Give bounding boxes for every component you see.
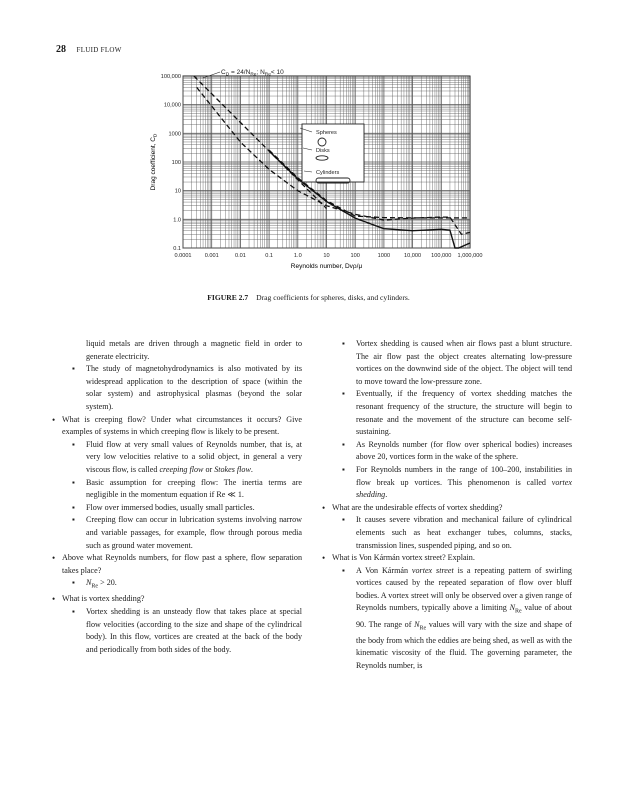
list-item: ▪ The study of magnetohydrodynamics is also motivated by its widespread application to the description of space (within the solar system) and astrophysical plasmas (beyond the solar system).	[62, 363, 302, 413]
x-tick-label: 0.001	[204, 253, 219, 259]
list-item: ▪ Creeping flow can occur in lubrication systems involving narrow and variable passages, for example, flow through porous media such as ground water movement.	[62, 514, 302, 552]
legend-label: Cylinders	[316, 170, 340, 176]
figure-caption	[0, 293, 617, 302]
paragraph: liquid metals are driven through a magnetic field in order to generate electricity.	[86, 339, 302, 361]
x-tick-label: 0.1	[265, 253, 273, 259]
list-item: ▪ Flow over immersed bodies, usually small particles.	[62, 502, 302, 515]
x-tick-label: 0.0001	[174, 253, 192, 259]
x-tick-label: 10,000	[404, 253, 422, 259]
y-tick-label: 100,000	[160, 74, 181, 80]
x-tick-label: 10	[323, 253, 330, 259]
list-item: ▪ Basic assumption for creeping flow: The inertia terms are negligible in the momentum equation if Re ≪ 1.	[62, 477, 302, 502]
term-stokes-flow: Stokes flow	[214, 464, 251, 474]
x-tick-label: 100	[350, 253, 360, 259]
x-tick-label: 100,000	[431, 253, 452, 259]
annot-n: ; N	[256, 69, 265, 76]
running-title: FLUID FLOW	[76, 46, 122, 54]
list-item: ▪ A Von Kármán vortex street is a repeating pattern of swirling vortices caused by the repeated separation of flow over bluff bodies. A vortex street will only be observed over a given range of Reynolds numbers, typically above a limiting $N_{Re}$ value of about 90. The range of $N_{Re}$ values will vary with the size and shape of the body from which the eddies are being shed, as well as with the kinematic viscosity of the fluid. The governing parameter, the Reynolds number, is	[332, 565, 572, 673]
list-item: ▪ $N_{Re} > 20$.	[62, 577, 302, 593]
ylabel-sub: D	[153, 133, 159, 138]
annot-sub3: Re	[264, 72, 271, 78]
caption-label: FIGURE 2.7	[207, 293, 249, 302]
left-column	[62, 338, 302, 656]
y-tick-label: 1.0	[173, 217, 181, 224]
list-item: ▪ Vortex shedding is caused when air flows past a blunt structure. The air flow past the object creates alternating low-pressure vortices on the downwind side of the object. The object will tend to move toward the low-pressure zone.	[332, 338, 572, 388]
y-tick-label: 100	[171, 160, 181, 166]
question-item: • Above what Reynolds numbers, for flow past a sphere, flow separation takes place?	[62, 552, 302, 577]
list-item: ▪ Vortex shedding is an unsteady flow that takes place at special flow velocities (according to the size and shape of the cylindrical body). In this flow, vortices are created at the back of the body and periodically from both sides of the body.	[62, 606, 302, 656]
list-item: ▪ It causes severe vibration and mechanical failure of cylindrical elements such as heat exchanger tubes, columns, stacks, transmission lines, suspended piping, and so on.	[332, 514, 572, 552]
x-tick-label: 1,000,000	[457, 253, 483, 259]
y-tick-label: 1000	[168, 131, 181, 138]
caption-text: Drag coefficients for spheres, disks, and cylinders.	[256, 293, 410, 302]
list-item: ▪ For Reynolds numbers in the range of 100–200, instabilities in flow break up vortices. This phenomenon is called vortex shedding.	[332, 464, 572, 502]
annot-sub: D	[225, 72, 230, 78]
y-tick-label: 10,000	[163, 102, 181, 109]
term-vortex-street: vortex street	[411, 565, 454, 575]
page-number: 28	[56, 44, 66, 55]
question-item: • What is vortex shedding?	[62, 593, 302, 606]
y-tick-label: 10	[174, 188, 181, 195]
annot-eq: = 24/N	[229, 69, 251, 76]
list-item: ▪ As Reynolds number (for flow over spherical bodies) increases above 20, vortices form in the wake of the sphere.	[332, 439, 572, 464]
annot-sub2: Re	[250, 72, 257, 78]
ylabel-main: Drag coefficient, C	[150, 137, 157, 191]
drag-coefficient-chart	[0, 0, 617, 290]
x-tick-label: 0.01	[234, 253, 246, 259]
y-tick-label: 0.1	[173, 246, 181, 252]
question-item: • What is Von Kármán vortex street? Explain.	[332, 552, 572, 565]
annot-lt: < 10	[270, 69, 284, 76]
x-tick-label: 1000	[377, 253, 391, 259]
term-creeping-flow: creeping flow	[159, 464, 204, 474]
x-tick-label: 1.0	[293, 253, 302, 259]
legend-label: Spheres	[316, 130, 337, 136]
legend-label: Disks	[316, 148, 330, 154]
y-axis-label	[150, 133, 159, 190]
term-vortex-shedding: vortex shedding	[356, 477, 572, 500]
question-item: • What are the undesirable effects of vortex shedding?	[332, 502, 572, 515]
list-item: ▪ Eventually, if the frequency of vortex shedding matches the resonant frequency of the structure, the structure will begin to resonate and the movement of the structure can become self-sustaining.	[332, 388, 572, 438]
list-item: ▪ Fluid flow at very small values of Reynolds number, that is, at very low velocities relative to a solid object, in general a very viscous flow, is called creeping flow or Stokes flow.	[62, 439, 302, 477]
x-axis-label: Reynolds number, Dvρ/μ	[290, 263, 363, 270]
annot-c: C	[221, 69, 226, 76]
right-column	[332, 338, 572, 673]
question-item: • What is creeping flow? Under what circumstances it occurs? Give examples of systems in which creeping flow is likely to be present.	[62, 414, 302, 439]
